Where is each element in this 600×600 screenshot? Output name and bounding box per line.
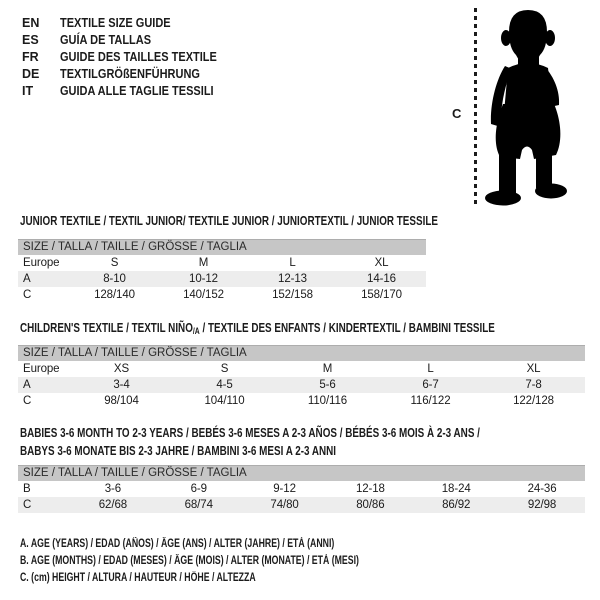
size-header-text: SIZE / TALLA / TAILLE / GRÖSSE / TAGLIA [23, 467, 247, 479]
babies-size-table [18, 465, 585, 513]
cell: 7-8 [482, 377, 585, 393]
language-title-block [22, 15, 238, 100]
cell: 6-9 [190, 483, 207, 495]
cell: XL [526, 363, 541, 375]
cell: 86/92 [413, 497, 499, 513]
lang-label: TEXTILE SIZE GUIDE [60, 16, 171, 30]
cell: XL [374, 257, 389, 269]
lang-label: TEXTILGRÖßENFÜHRUNG [60, 67, 200, 81]
row-label: A [18, 377, 70, 393]
height-measure-dashed-line [474, 8, 477, 204]
row-label: C [23, 289, 32, 301]
lang-code: FR [22, 50, 39, 64]
height-label: C [452, 106, 462, 121]
cell: 158/170 [361, 289, 402, 301]
children-title-part2: / TEXTILE DES ENFANTS / KINDERTEXTIL / BAMBINI TESSILE [199, 320, 495, 335]
children-size-table [18, 345, 585, 409]
children-title-sub: /A [192, 326, 200, 336]
cell: S [110, 257, 119, 269]
table-row [18, 361, 585, 377]
cell: 110/116 [307, 395, 348, 407]
babies-section-title [20, 424, 600, 460]
cell: 62/68 [70, 497, 156, 513]
table-row [18, 255, 426, 271]
cell: 68/74 [156, 497, 242, 513]
footnote-a-text: A. AGE (YEARS) / EDAD (AÑOS) / ÂGE (ANS) / ALTER (JAHRE) / ETÀ (ANNI) [20, 538, 335, 550]
cell: 128/140 [94, 289, 135, 301]
cell: 80/86 [327, 497, 413, 513]
lang-row-fr [22, 49, 238, 66]
size-header-bar [18, 240, 426, 256]
footnote-b [20, 553, 466, 570]
cell: XS [113, 363, 130, 375]
cell: 12-13 [248, 271, 337, 287]
footnote-a [20, 536, 466, 553]
size-header-row [18, 466, 585, 482]
cell: 24-36 [527, 483, 557, 495]
cell: 74/80 [242, 497, 328, 513]
size-header-bar [18, 346, 585, 362]
lang-row-es [22, 32, 238, 49]
size-header-text: SIZE / TALLA / TAILLE / GRÖSSE / TAGLIA [23, 241, 247, 253]
cell: 9-12 [273, 483, 296, 495]
cell: S [220, 363, 229, 375]
lang-label: GUÍA DE TALLAS [60, 33, 152, 47]
cell: 122/128 [513, 395, 554, 407]
children-title-part1: CHILDREN'S TEXTILE / TEXTIL NIÑO [20, 320, 193, 335]
cell: 116/122 [410, 395, 451, 407]
lang-code: EN [22, 16, 40, 30]
table-row [18, 497, 585, 513]
cell: 6-7 [379, 377, 482, 393]
junior-title-text: JUNIOR TEXTILE / TEXTIL JUNIOR/ TEXTILE JUNIOR / JUNIORTEXTIL / JUNIOR TESSILE [20, 213, 438, 228]
babies-title-line2: BABYS 3-6 MONATE BIS 2-3 JAHRE / BAMBINI 3-6 MESI A 2-3 ANNI [20, 443, 337, 458]
cell: 8-10 [70, 271, 159, 287]
lang-code: IT [22, 84, 34, 98]
junior-section-title [20, 213, 570, 229]
cell: L [427, 363, 434, 375]
lang-row-de [22, 66, 238, 83]
lang-row-it [22, 83, 238, 100]
table-row [18, 271, 426, 287]
lang-row-en [22, 15, 238, 32]
size-header-row [18, 346, 585, 362]
cell: 3-6 [104, 483, 122, 495]
table-row [18, 481, 585, 497]
babies-title-line1: BABIES 3-6 MONTH TO 2-3 YEARS / BEBÉS 3-6 MESES A 2-3 AÑOS / BÉBÉS 3-6 MOIS À 2-3 ANS / [20, 425, 480, 440]
row-label: B [23, 483, 31, 495]
footnote-b-text: B. AGE (MONTHS) / EDAD (MESES) / ÂGE (MOIS) / ALTER (MONATE) / ETÀ (MESI) [20, 555, 359, 567]
cell: M [198, 257, 209, 269]
cell: 10-12 [159, 271, 248, 287]
children-title-text [20, 320, 495, 339]
cell: 4-5 [173, 377, 276, 393]
lang-label: GUIDE DES TAILLES TEXTILE [60, 50, 217, 64]
cell: M [322, 363, 333, 375]
row-label: Europe [23, 257, 60, 269]
cell: 140/152 [183, 289, 224, 301]
table-row [18, 287, 426, 303]
children-section-title [20, 320, 600, 336]
cell: 5-6 [276, 377, 379, 393]
row-label: A [18, 271, 70, 287]
cell: 14-16 [337, 271, 426, 287]
cell: 3-4 [70, 377, 173, 393]
lang-code: ES [22, 33, 39, 47]
table-row [18, 377, 585, 393]
size-header-text: SIZE / TALLA / TAILLE / GRÖSSE / TAGLIA [23, 347, 247, 359]
lang-label: GUIDA ALLE TAGLIE TESSILI [60, 84, 214, 98]
size-header-bar [18, 466, 585, 482]
footnote-c [20, 570, 466, 587]
row-label: C [23, 395, 32, 407]
size-header-row [18, 240, 426, 256]
row-label: Europe [23, 363, 60, 375]
cell: 152/158 [272, 289, 313, 301]
junior-size-table [18, 239, 426, 303]
cell: 104/110 [204, 395, 245, 407]
cell: 18-24 [441, 483, 471, 495]
row-label: C [18, 497, 70, 513]
lang-code: DE [22, 67, 40, 81]
cell: 92/98 [499, 497, 585, 513]
table-row [18, 393, 585, 409]
toddler-silhouette [484, 8, 576, 208]
cell: L [289, 257, 296, 269]
cell: 98/104 [104, 395, 139, 407]
cell: 12-18 [355, 483, 385, 495]
footnotes-block [20, 536, 466, 587]
footnote-c-text: C. (cm) HEIGHT / ALTURA / HAUTEUR / HÖHE / ALTEZZA [20, 572, 256, 584]
